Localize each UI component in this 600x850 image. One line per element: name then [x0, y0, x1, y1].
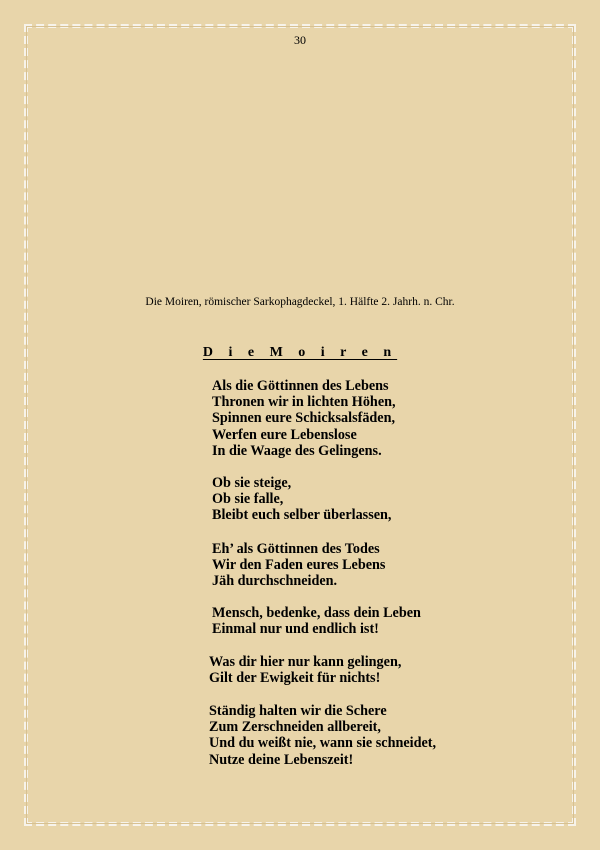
stanza-5 — [209, 654, 401, 686]
poem-line: Zum Zerschneiden allbereit, — [209, 719, 381, 736]
poem-line: Jäh durchschneiden. — [212, 573, 338, 590]
stanza-6 — [209, 703, 436, 768]
poem-line: Was dir hier nur kann gelingen, — [209, 654, 402, 670]
poem-line: Gilt der Ewigkeit für nichts! — [209, 670, 381, 687]
poem-line: Ob sie falle, — [212, 491, 284, 508]
sarcophagus-image-area — [60, 70, 540, 280]
poem-title: D i e M o i r e n — [202, 345, 398, 360]
poem-line: Eh’ als Göttinnen des Todes — [212, 541, 380, 557]
poem-line: Nutze deine Lebenszeit! — [209, 751, 354, 768]
stanza-2 — [212, 475, 391, 524]
stanza-3 — [212, 541, 385, 590]
poem-line: Bleibt euch selber überlassen, — [212, 507, 392, 524]
poem-line: Einmal nur und endlich ist! — [212, 621, 379, 638]
poem-line: Spinnen eure Schicksalsfäden, — [212, 410, 396, 427]
stanza-4 — [212, 605, 421, 637]
poem-line: Wir den Faden eures Lebens — [212, 557, 386, 574]
poem-line: Werfen eure Lebenslose — [212, 426, 357, 443]
page-number: 30 — [294, 33, 306, 47]
image-caption: Die Moiren, römischer Sarkophagdeckel, 1. Hälfte 2. Jahrh. n. Chr. — [145, 296, 455, 308]
poem-line: Als die Göttinnen des Lebens — [212, 378, 389, 394]
poem-line: Mensch, bedenke, dass dein Leben — [212, 605, 421, 621]
stanza-1 — [212, 378, 396, 459]
poem-line: Und du weißt nie, wann sie schneidet, — [209, 735, 437, 752]
poem-line: Ob sie steige, — [212, 475, 292, 491]
poem-line: Thronen wir in lichten Höhen, — [212, 394, 396, 411]
poem-line: In die Waage des Gelingens. — [212, 442, 382, 459]
poem-line: Ständig halten wir die Schere — [209, 703, 387, 719]
